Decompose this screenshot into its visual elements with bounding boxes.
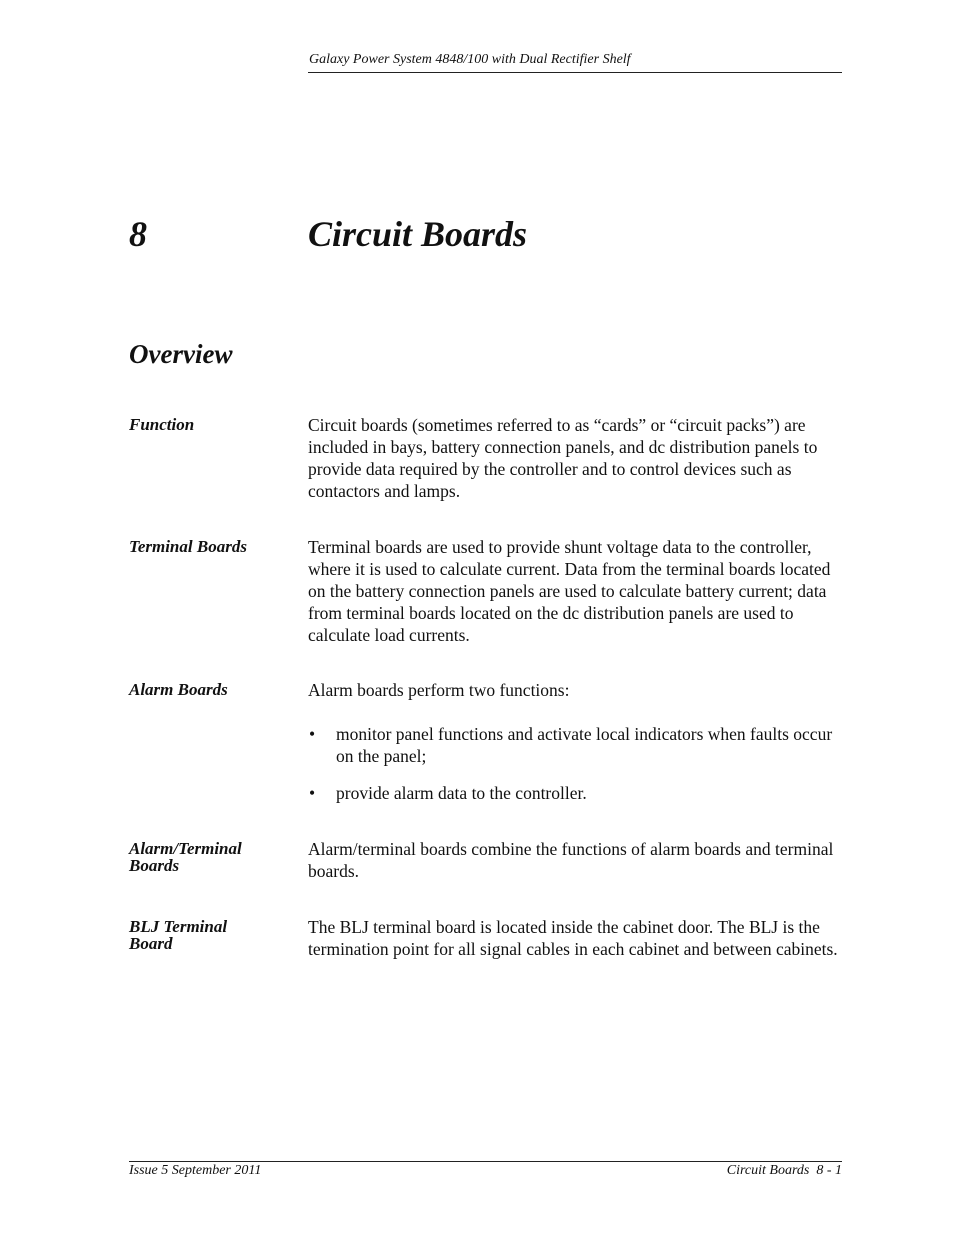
function-label: Function [129, 415, 195, 434]
alarm-boards-text: Alarm boards perform two functions: [308, 680, 570, 700]
chapter-title: Circuit Boards [308, 214, 528, 254]
footer-issue-date: Issue 5 September 2011 [129, 1163, 262, 1178]
alarm-boards-bullet-2: provide alarm data to the controller. [336, 783, 587, 803]
function-text: Circuit boards (sometimes referred to as “cards” or “circuit packs”) are included in bays, battery connection panels, and dc distribution panels to provide data required by the controller and to control devices such as contactors and lamps. [308, 415, 818, 501]
alarm-terminal-boards-label: Alarm/Terminal Boards [129, 839, 242, 875]
blj-terminal-board-text: The BLJ terminal board is located inside the cabinet door. The BLJ is the termination point for all signal cables in each cabinet and between cabinets. [308, 917, 838, 959]
blj-terminal-board-label: BLJ Terminal Board [129, 917, 228, 953]
footer-divider [129, 1161, 842, 1162]
chapter-number: 8 [129, 214, 147, 254]
alarm-terminal-boards-text: Alarm/terminal boards combine the functions of alarm boards and terminal boards. [308, 839, 834, 881]
terminal-boards-label: Terminal Boards [129, 537, 247, 556]
alarm-boards-bullet-1: monitor panel functions and activate local indicators when faults occur on the panel; [336, 724, 833, 766]
running-header: Galaxy Power System 4848/100 with Dual Rectifier Shelf [309, 52, 631, 67]
bullet-marker: • [309, 783, 316, 803]
terminal-boards-text: Terminal boards are used to provide shunt voltage data to the controller, where it is used to calculate current. Data from the terminal boards located on the battery connection panels are used to calculate battery current; data from terminal boards located on the dc distribution panels are used to calculate load currents. [308, 537, 831, 645]
alarm-boards-label: Alarm Boards [129, 680, 228, 699]
footer-page-number: Circuit Boards 8 - 1 [726, 1163, 842, 1178]
header-divider [308, 72, 842, 73]
section-title: Overview [129, 339, 233, 369]
bullet-marker: • [309, 724, 316, 744]
